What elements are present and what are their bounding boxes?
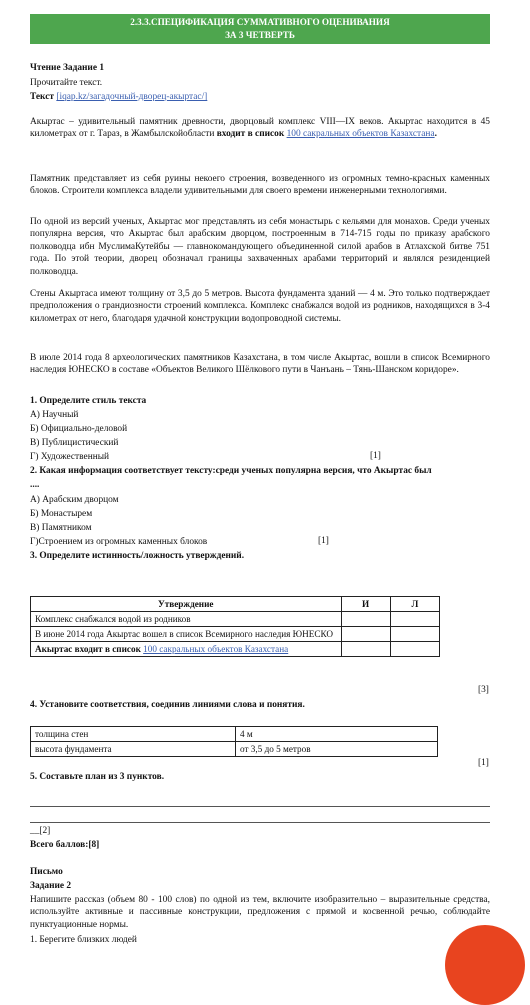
intro-end: . [434,129,437,140]
intro-bold: входит в список [214,129,287,140]
q2-option-a: А) Арабским дворцом [30,495,119,505]
table-row [31,727,438,742]
q3-score: [3] [478,685,489,695]
q2-option-c: В) Памятником [30,523,92,533]
paragraph-4: В июле 2014 года 8 археологических памятников Казахстана, в том числе Акыртас, вошли в список Всемирного наследия ЮНЕСКО в составе «Объектов Великого Шёлкового пути в Чанъань – Тянь-Шанском коридоре». [30,353,490,376]
banner-subtitle: ЗА 3 ЧЕТВЕРТЬ [225,30,295,40]
statement-3-text: Акыртас входит в список [35,644,144,654]
table-row [31,642,440,657]
table-row [31,742,438,757]
task1-heading: Чтение Задание 1 [30,63,105,73]
q1-option-a: А) Научный [30,410,79,420]
q2-option-b: Б) Монастырем [30,509,93,519]
match-value-1[interactable]: 4 м [236,727,438,742]
answer-false-1[interactable] [390,612,439,627]
answer-false-2[interactable] [390,627,439,642]
column-statement: Утверждение [31,597,342,612]
answer-true-3[interactable] [341,642,390,657]
table-row [31,627,440,642]
q4-score: [1] [478,758,489,768]
answer-line-1[interactable] [30,806,490,807]
task2-instructions: Напишите рассказ (объем 80 - 100 слов) по одной из тем, включите изобразительно – выразительные средства, используйте активные и пассивные конструкции, предложения с прямой и косвенной речью, соблюдайте пунктуационные нормы. [30,895,490,930]
q1-title: 1. Определите стиль текста [30,396,147,406]
task2-subheading: Задание 2 [30,881,72,891]
q3-title: 3. Определите истинность/ложность утверждений. [30,551,245,561]
q5-score: __[2] [30,826,51,836]
column-false: Л [390,597,439,612]
table-row [31,612,440,627]
match-term-2[interactable]: высота фундамента [31,742,236,757]
text-source [30,91,490,103]
paragraph-1: Памятник представляет из себя руины некоего строения, возведенного из огромных темно-красных каменных блоков. Строители комплекса владели удивительными для своего времени инженерными технологиями. [30,174,490,197]
answer-true-2[interactable] [341,627,390,642]
intro-paragraph [30,116,490,141]
statement-3 [31,642,342,657]
q5-title: 5. Составьте план из 3 пунктов. [30,772,165,782]
q1-score: [1] [370,451,381,461]
sacral-objects-link[interactable]: 100 сакральных объектов Казахстана [286,129,435,140]
task2-heading: Письмо [30,867,63,877]
q2-title: 2. Какая информация соответствует тексту:среди ученых популярна версия, что Акыртас был [30,466,432,476]
text-label: Текст [30,92,57,102]
q2-dots: .... [30,480,40,490]
answer-true-1[interactable] [341,612,390,627]
statement-1: Комплекс снабжался водой из родников [31,612,342,627]
match-term-1[interactable]: толщина стен [31,727,236,742]
section-banner [30,14,490,44]
task1-instruction: Прочитайте текст. [30,78,103,88]
floating-action-button[interactable] [445,925,525,1005]
q1-option-d: Г) Художественный [30,452,110,462]
paragraph-2: По одной из версий ученых, Акыртас мог представлять из себя монастырь с кельями для монахов. Среди ученых популярна версия, что Акыртас был арабским дворцом, построенным в 714-715 годы по приказу арабского полководца ибн МуслимаКутейбы — главнокомандующего объединенной силой арабов в Атлахской битве 751 года. По этой теории, дворец обозначал границы захваченных арабами территорий и являлся резиденцией полководца. [30,217,490,277]
answer-false-3[interactable] [390,642,439,657]
banner-title: 2.3.3.СПЕЦИФИКАЦИЯ СУММАТИВНОГО ОЦЕНИВАНИЯ [130,17,390,27]
column-true: И [341,597,390,612]
statement-2: В июне 2014 года Акыртас вошел в список Всемирного наследия ЮНЕСКО [31,627,342,642]
answer-line-2[interactable] [30,822,490,823]
statement-3-link[interactable]: 100 сакральных объектов Казахстана [143,644,289,654]
matching-table [30,726,438,757]
q1-option-b: Б) Официально-деловой [30,424,128,434]
q2-option-d: Г)Строением из огромных каменных блоков [30,537,208,547]
match-value-2[interactable]: от 3,5 до 5 метров [236,742,438,757]
q2-score: [1] [318,536,329,546]
q4-title: 4. Установите соответствия, соединив линиями слова и понятия. [30,700,305,710]
truth-table [30,596,440,657]
task2-topic-1: 1. Берегите близких людей [30,935,137,945]
q1-option-c: В) Публицистический [30,438,119,448]
intro-text: Акыртас – удивительный памятник древности, дворцовый комплекс VIII—IX веков. Акыртас находится в 45 километрах от г. Тараз, в Жамбылскойобласти [30,117,490,140]
table-header-row [31,597,440,612]
paragraph-3: Стены Акыртаса имеют толщину от 3,5 до 5 метров. Высота фундамента зданий — 4 м. Это только подтверждает предположения о грандиозности строений комплекса. Комплекс снабжался водой из родников, находящихся в 3-4 километрах от него, благодаря удачной конструкции водопроводной системы. [30,289,490,324]
text-source-link[interactable]: [iqap.kz/загадочный-дворец-акыртас/] [56,92,208,102]
total-score: Всего баллов:[8] [30,840,100,850]
